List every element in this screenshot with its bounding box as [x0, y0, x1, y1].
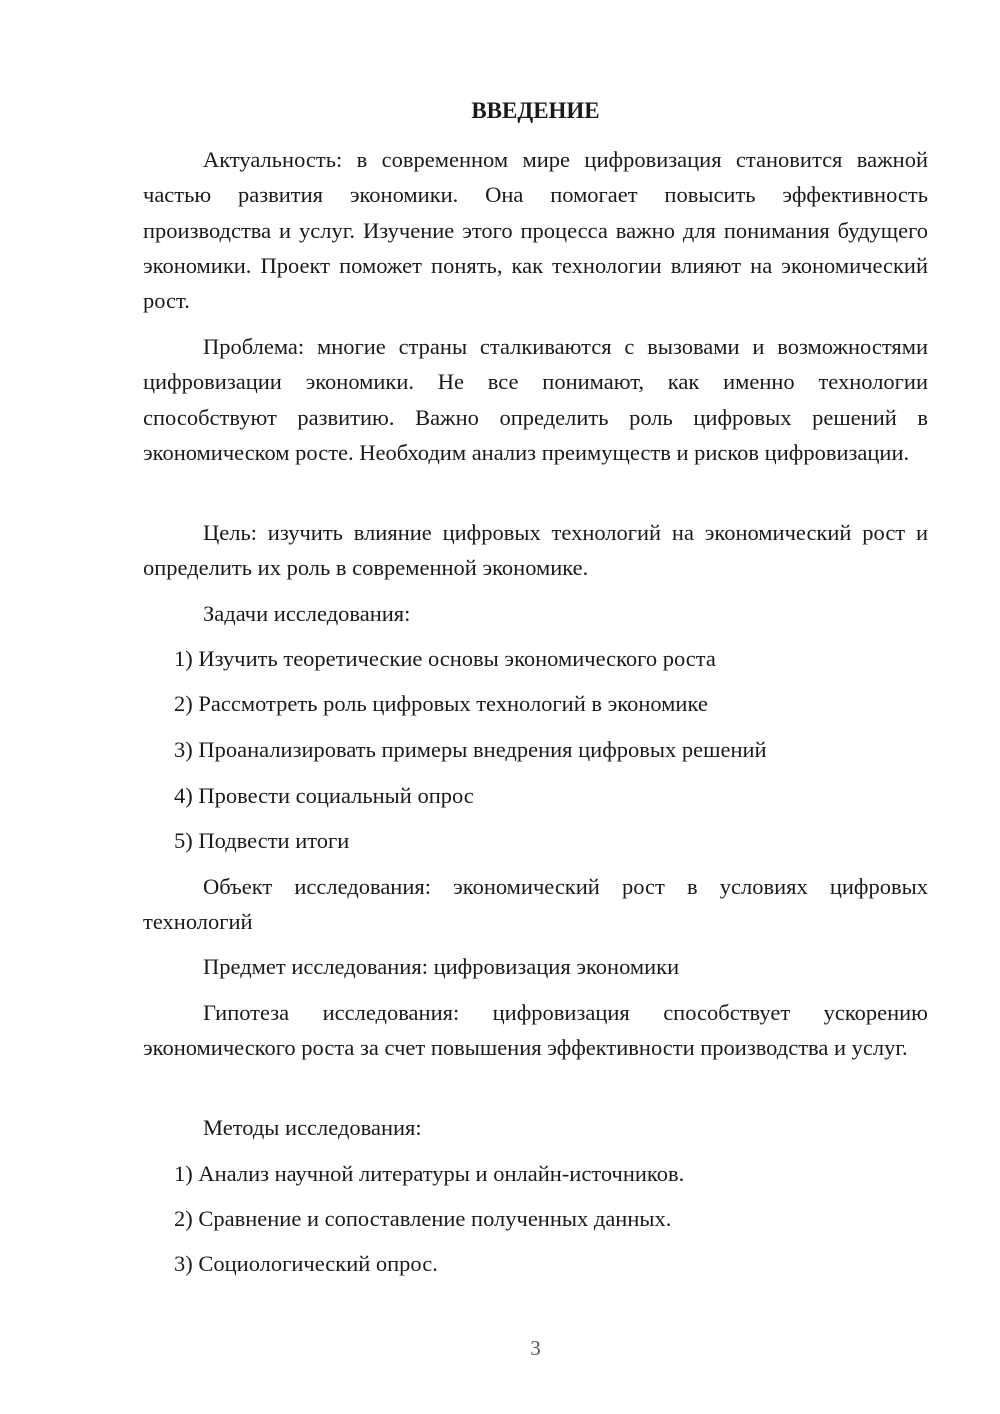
subject-paragraph: Предмет исследования: цифровизация экономики	[203, 954, 680, 979]
problem-paragraph: Проблема: многие страны сталкиваются с вызовами и возможностями цифровизации экономики. Не все понимают, как именно технологии способствуют развитию. Важно определить роль цифровых решений в экономическом росте. Необходим анализ преимуществ и рисков цифровизации.	[143, 334, 928, 465]
tasks-heading: Задачи исследования:	[203, 601, 411, 626]
document-page	[143, 0, 928, 1414]
page-number: 3	[530, 1336, 541, 1360]
task-item-3: 3) Проанализировать примеры внедрения цифровых решений	[174, 737, 767, 762]
object-paragraph: Объект исследования: экономический рост в условиях цифровых технологий	[143, 874, 928, 935]
task-item-2: 2) Рассмотреть роль цифровых технологий в экономике	[174, 691, 708, 716]
methods-heading: Методы исследования:	[203, 1115, 422, 1140]
method-item-1: 1) Анализ научной литературы и онлайн-источников.	[174, 1161, 685, 1186]
task-item-5: 5) Подвести итоги	[174, 828, 350, 853]
hypothesis-paragraph: Гипотеза исследования: цифровизация способствует ускорению экономического роста за счет повышения эффективности производства и услуг.	[143, 1000, 928, 1061]
task-item-1: 1) Изучить теоретические основы экономического роста	[174, 646, 716, 671]
goal-paragraph: Цель: изучить влияние цифровых технологий на экономический рост и определить их роль в современной экономике.	[143, 520, 928, 581]
task-item-4: 4) Провести социальный опрос	[174, 783, 474, 808]
section-title: ВВЕДЕНИЕ	[471, 98, 600, 123]
method-item-3: 3) Социологический опрос.	[174, 1251, 438, 1276]
method-item-2: 2) Сравнение и сопоставление полученных данных.	[174, 1206, 672, 1231]
relevance-paragraph: Актуальность: в современном мире цифровизация становится важной частью развития экономики. Она помогает повысить эффективность производства и услуг. Изучение этого процесса важно для понимания будущего экономики. Проект поможет понять, как технологии влияют на экономический рост.	[143, 147, 928, 314]
